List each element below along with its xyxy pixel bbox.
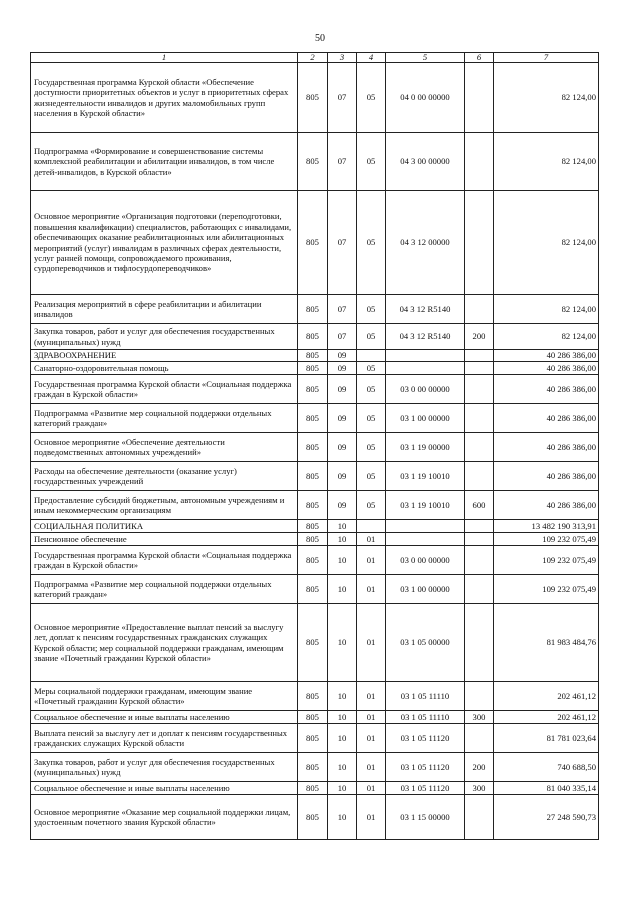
amount-cell: 27 248 590,73 xyxy=(494,795,599,840)
section-code-cell: 10 xyxy=(328,753,357,782)
target-article-cell: 03 1 19 10010 xyxy=(386,491,465,520)
ministry-code-cell: 805 xyxy=(298,362,328,375)
target-article-cell: 03 1 05 11120 xyxy=(386,753,465,782)
amount-cell: 82 124,00 xyxy=(494,63,599,133)
table-row xyxy=(31,191,599,295)
ministry-code-cell: 805 xyxy=(298,295,328,324)
expense-type-cell xyxy=(465,63,494,133)
subsection-code-cell: 05 xyxy=(357,491,386,520)
subsection-code-cell: 01 xyxy=(357,724,386,753)
table-row xyxy=(31,795,599,840)
expense-type-cell xyxy=(465,575,494,604)
target-article-cell: 03 0 00 00000 xyxy=(386,546,465,575)
expense-type-cell xyxy=(465,133,494,191)
row-name-cell: ЗДРАВООХРАНЕНИЕ xyxy=(31,350,298,362)
subsection-code-cell: 01 xyxy=(357,533,386,546)
amount-cell: 82 124,00 xyxy=(494,133,599,191)
amount-cell: 40 286 386,00 xyxy=(494,433,599,462)
subsection-code-cell: 01 xyxy=(357,782,386,795)
target-article-cell: 04 3 12 00000 xyxy=(386,191,465,295)
table-row xyxy=(31,350,599,362)
column-header: 7 xyxy=(494,53,599,63)
expense-type-cell: 200 xyxy=(465,753,494,782)
table-row xyxy=(31,782,599,795)
row-name-cell: Закупка товаров, работ и услуг для обеспечения государственных (муниципальных) нужд xyxy=(31,324,298,350)
row-name-cell: Предоставление субсидий бюджетным, автономным учреждениям и иным некоммерческим организациям xyxy=(31,491,298,520)
expense-type-cell xyxy=(465,433,494,462)
amount-cell: 13 482 190 313,91 xyxy=(494,520,599,533)
target-article-cell: 04 3 00 00000 xyxy=(386,133,465,191)
subsection-code-cell: 01 xyxy=(357,753,386,782)
amount-cell: 202 461,12 xyxy=(494,682,599,711)
subsection-code-cell: 01 xyxy=(357,575,386,604)
table-row xyxy=(31,462,599,491)
page-number: 50 xyxy=(315,33,325,44)
expense-type-cell xyxy=(465,533,494,546)
target-article-cell: 03 1 05 11120 xyxy=(386,782,465,795)
ministry-code-cell: 805 xyxy=(298,520,328,533)
amount-cell: 40 286 386,00 xyxy=(494,362,599,375)
target-article-cell: 04 3 12 R5140 xyxy=(386,324,465,350)
target-article-cell: 03 1 05 11120 xyxy=(386,724,465,753)
amount-cell: 82 124,00 xyxy=(494,295,599,324)
amount-cell: 82 124,00 xyxy=(494,191,599,295)
column-header: 4 xyxy=(357,53,386,63)
subsection-code-cell: 05 xyxy=(357,375,386,404)
ministry-code-cell: 805 xyxy=(298,546,328,575)
row-name-cell: Подпрограмма «Формирование и совершенствование системы комплексной реабилитации и абилитации инвалидов, в том числе детей-инвалидов, в Курской области» xyxy=(31,133,298,191)
row-name-cell: Выплата пенсий за выслугу лет и доплат к пенсиям государственных гражданских служащих Курской области xyxy=(31,724,298,753)
ministry-code-cell: 805 xyxy=(298,533,328,546)
row-name-cell: СОЦИАЛЬНАЯ ПОЛИТИКА xyxy=(31,520,298,533)
row-name-cell: Основное мероприятие «Организация подготовки (переподготовки, повышения квалификации) специалистов, работающих с инвалидами, обеспечивающих оказание реабилитационных или абилитационных мероприятий (услуг) инвалидам в различных сферах деятельности, услуг ранней помощи, сопровождаемого проживания, сурдопереводчиков и тифлосурдопереводчиков» xyxy=(31,191,298,295)
ministry-code-cell: 805 xyxy=(298,795,328,840)
ministry-code-cell: 805 xyxy=(298,575,328,604)
table-row xyxy=(31,575,599,604)
expense-type-cell xyxy=(465,604,494,682)
table-row xyxy=(31,433,599,462)
row-name-cell: Подпрограмма «Развитие мер социальной поддержки отдельных категорий граждан» xyxy=(31,404,298,433)
amount-cell: 109 232 075,49 xyxy=(494,533,599,546)
target-article-cell xyxy=(386,362,465,375)
expense-type-cell xyxy=(465,191,494,295)
amount-cell: 81 781 023,64 xyxy=(494,724,599,753)
section-code-cell: 07 xyxy=(328,295,357,324)
section-code-cell: 09 xyxy=(328,404,357,433)
row-name-cell: Пенсионное обеспечение xyxy=(31,533,298,546)
subsection-code-cell: 01 xyxy=(357,795,386,840)
expense-type-cell xyxy=(465,520,494,533)
column-header: 1 xyxy=(31,53,298,63)
table-row xyxy=(31,753,599,782)
table-row xyxy=(31,375,599,404)
target-article-cell xyxy=(386,533,465,546)
table-row xyxy=(31,711,599,724)
row-name-cell: Закупка товаров, работ и услуг для обеспечения государственных (муниципальных) нужд xyxy=(31,753,298,782)
ministry-code-cell: 805 xyxy=(298,404,328,433)
section-code-cell: 09 xyxy=(328,491,357,520)
row-name-cell: Основное мероприятие «Предоставление выплат пенсий за выслугу лет, доплат к пенсиям государственных гражданских служащих Курской области; мер социальной поддержки гражданам, имеющим звание «Почетный гражданин Курской области» xyxy=(31,604,298,682)
amount-cell: 109 232 075,49 xyxy=(494,575,599,604)
amount-cell: 40 286 386,00 xyxy=(494,462,599,491)
table-row xyxy=(31,682,599,711)
column-header: 2 xyxy=(298,53,328,63)
ministry-code-cell: 805 xyxy=(298,324,328,350)
ministry-code-cell: 805 xyxy=(298,133,328,191)
expense-type-cell xyxy=(465,375,494,404)
amount-cell: 202 461,12 xyxy=(494,711,599,724)
section-code-cell: 07 xyxy=(328,324,357,350)
section-code-cell: 07 xyxy=(328,191,357,295)
ministry-code-cell: 805 xyxy=(298,782,328,795)
ministry-code-cell: 805 xyxy=(298,711,328,724)
column-header: 6 xyxy=(465,53,494,63)
ministry-code-cell: 805 xyxy=(298,753,328,782)
amount-cell: 40 286 386,00 xyxy=(494,350,599,362)
row-name-cell: Социальное обеспечение и иные выплаты населению xyxy=(31,782,298,795)
section-code-cell: 09 xyxy=(328,462,357,491)
subsection-code-cell: 01 xyxy=(357,682,386,711)
table-row xyxy=(31,133,599,191)
table-row xyxy=(31,324,599,350)
row-name-cell: Социальное обеспечение и иные выплаты населению xyxy=(31,711,298,724)
section-code-cell: 07 xyxy=(328,63,357,133)
expense-type-cell xyxy=(465,462,494,491)
ministry-code-cell: 805 xyxy=(298,191,328,295)
subsection-code-cell: 05 xyxy=(357,191,386,295)
expense-type-cell: 200 xyxy=(465,324,494,350)
row-name-cell: Подпрограмма «Развитие мер социальной поддержки отдельных категорий граждан» xyxy=(31,575,298,604)
subsection-code-cell xyxy=(357,520,386,533)
ministry-code-cell: 805 xyxy=(298,375,328,404)
section-code-cell: 10 xyxy=(328,795,357,840)
subsection-code-cell: 01 xyxy=(357,604,386,682)
amount-cell: 40 286 386,00 xyxy=(494,375,599,404)
ministry-code-cell: 805 xyxy=(298,682,328,711)
target-article-cell xyxy=(386,520,465,533)
amount-cell: 40 286 386,00 xyxy=(494,404,599,433)
target-article-cell: 03 1 05 00000 xyxy=(386,604,465,682)
section-code-cell: 10 xyxy=(328,604,357,682)
subsection-code-cell: 05 xyxy=(357,362,386,375)
table-row xyxy=(31,546,599,575)
row-name-cell: Санаторно-оздоровительная помощь xyxy=(31,362,298,375)
amount-cell: 40 286 386,00 xyxy=(494,491,599,520)
section-code-cell: 10 xyxy=(328,533,357,546)
section-code-cell: 09 xyxy=(328,362,357,375)
amount-cell: 81 040 335,14 xyxy=(494,782,599,795)
subsection-code-cell: 05 xyxy=(357,433,386,462)
section-code-cell: 07 xyxy=(328,133,357,191)
row-name-cell: Расходы на обеспечение деятельности (оказание услуг) государственных учреждений xyxy=(31,462,298,491)
row-name-cell: Основное мероприятие «Оказание мер социальной поддержки лицам, удостоенным почетного звания Курской области» xyxy=(31,795,298,840)
column-header: 3 xyxy=(328,53,357,63)
target-article-cell: 03 1 05 11110 xyxy=(386,711,465,724)
table-row xyxy=(31,533,599,546)
ministry-code-cell: 805 xyxy=(298,350,328,362)
section-code-cell: 10 xyxy=(328,782,357,795)
table-row xyxy=(31,491,599,520)
subsection-code-cell xyxy=(357,350,386,362)
target-article-cell: 03 1 00 00000 xyxy=(386,404,465,433)
target-article-cell: 03 1 19 00000 xyxy=(386,433,465,462)
table-row xyxy=(31,520,599,533)
column-header: 5 xyxy=(386,53,465,63)
target-article-cell: 03 1 19 10010 xyxy=(386,462,465,491)
table-row xyxy=(31,63,599,133)
subsection-code-cell: 05 xyxy=(357,324,386,350)
ministry-code-cell: 805 xyxy=(298,462,328,491)
expense-type-cell xyxy=(465,350,494,362)
table-row xyxy=(31,295,599,324)
amount-cell: 82 124,00 xyxy=(494,324,599,350)
expense-type-cell xyxy=(465,724,494,753)
subsection-code-cell: 05 xyxy=(357,404,386,433)
section-code-cell: 10 xyxy=(328,520,357,533)
row-name-cell: Реализация мероприятий в сфере реабилитации и абилитации инвалидов xyxy=(31,295,298,324)
ministry-code-cell: 805 xyxy=(298,604,328,682)
table-header-row xyxy=(31,53,599,63)
amount-cell: 740 688,50 xyxy=(494,753,599,782)
subsection-code-cell: 05 xyxy=(357,63,386,133)
section-code-cell: 09 xyxy=(328,433,357,462)
subsection-code-cell: 01 xyxy=(357,546,386,575)
table-row xyxy=(31,724,599,753)
subsection-code-cell: 01 xyxy=(357,711,386,724)
row-name-cell: Основное мероприятие «Обеспечение деятельности подведомственных автономных учреждений» xyxy=(31,433,298,462)
ministry-code-cell: 805 xyxy=(298,63,328,133)
section-code-cell: 10 xyxy=(328,682,357,711)
budget-table xyxy=(30,52,599,840)
target-article-cell xyxy=(386,350,465,362)
ministry-code-cell: 805 xyxy=(298,724,328,753)
target-article-cell: 03 0 00 00000 xyxy=(386,375,465,404)
expense-type-cell xyxy=(465,546,494,575)
expense-type-cell xyxy=(465,795,494,840)
section-code-cell: 10 xyxy=(328,575,357,604)
row-name-cell: Государственная программа Курской области «Социальная поддержка граждан в Курской области» xyxy=(31,375,298,404)
expense-type-cell: 600 xyxy=(465,491,494,520)
expense-type-cell xyxy=(465,404,494,433)
subsection-code-cell: 05 xyxy=(357,295,386,324)
table-row xyxy=(31,362,599,375)
expense-type-cell xyxy=(465,295,494,324)
expense-type-cell: 300 xyxy=(465,782,494,795)
section-code-cell: 10 xyxy=(328,711,357,724)
row-name-cell: Государственная программа Курской области «Обеспечение доступности приоритетных объектов и услуг в приоритетных сферах жизнедеятельности инвалидов и других маломобильных групп населения в Курской области» xyxy=(31,63,298,133)
table-row xyxy=(31,604,599,682)
row-name-cell: Меры социальной поддержки гражданам, имеющим звание «Почетный гражданин Курской области» xyxy=(31,682,298,711)
target-article-cell: 04 0 00 00000 xyxy=(386,63,465,133)
expense-type-cell: 300 xyxy=(465,711,494,724)
target-article-cell: 03 1 00 00000 xyxy=(386,575,465,604)
section-code-cell: 10 xyxy=(328,546,357,575)
subsection-code-cell: 05 xyxy=(357,462,386,491)
expense-type-cell xyxy=(465,362,494,375)
target-article-cell: 03 1 05 11110 xyxy=(386,682,465,711)
ministry-code-cell: 805 xyxy=(298,491,328,520)
target-article-cell: 03 1 15 00000 xyxy=(386,795,465,840)
row-name-cell: Государственная программа Курской области «Социальная поддержка граждан в Курской области» xyxy=(31,546,298,575)
subsection-code-cell: 05 xyxy=(357,133,386,191)
section-code-cell: 09 xyxy=(328,375,357,404)
expense-type-cell xyxy=(465,682,494,711)
ministry-code-cell: 805 xyxy=(298,433,328,462)
amount-cell: 109 232 075,49 xyxy=(494,546,599,575)
target-article-cell: 04 3 12 R5140 xyxy=(386,295,465,324)
section-code-cell: 09 xyxy=(328,350,357,362)
section-code-cell: 10 xyxy=(328,724,357,753)
amount-cell: 81 983 484,76 xyxy=(494,604,599,682)
table-row xyxy=(31,404,599,433)
